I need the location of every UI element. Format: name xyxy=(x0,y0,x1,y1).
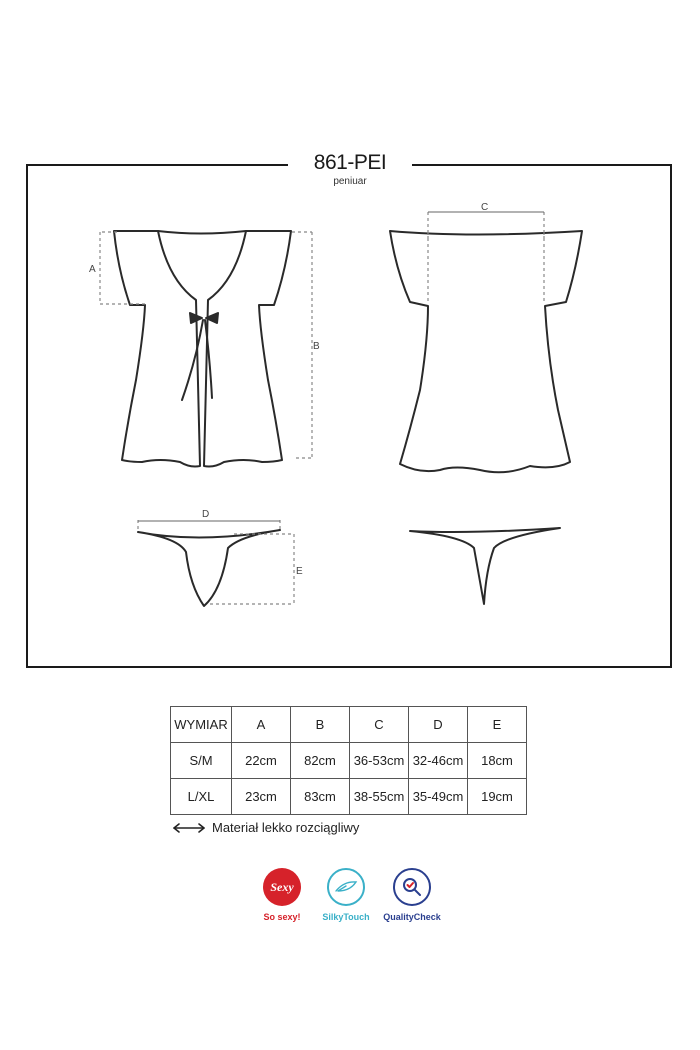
magnifier-check-icon xyxy=(393,868,431,906)
table-header-cell: WYMIAR xyxy=(171,707,232,743)
badge-quality-check xyxy=(382,868,442,922)
stretch-note xyxy=(172,820,359,835)
feather-icon xyxy=(327,868,365,906)
table-header-row xyxy=(171,707,527,743)
table-cell: 82cm xyxy=(291,743,350,779)
product-type: peniuar xyxy=(333,176,367,187)
product-code: 861-PEI xyxy=(313,151,387,174)
size-table xyxy=(170,706,527,815)
table-cell: S/M xyxy=(171,743,232,779)
table-cell: 23cm xyxy=(232,779,291,815)
badge-label: QualityCheck xyxy=(383,912,441,922)
double-arrow-icon xyxy=(172,822,206,834)
dim-label-a: A xyxy=(89,264,96,275)
dim-label-b: B xyxy=(313,341,320,352)
table-header-cell: E xyxy=(468,707,527,743)
bow xyxy=(190,313,218,323)
table-header-cell: B xyxy=(291,707,350,743)
table-cell: 38-55cm xyxy=(350,779,409,815)
robe-back-outline xyxy=(390,231,582,472)
table-cell: L/XL xyxy=(171,779,232,815)
table-row xyxy=(171,779,527,815)
sexy-lips-icon: Sexy xyxy=(263,868,301,906)
badge-label: So sexy! xyxy=(263,912,301,922)
badge-silky-touch xyxy=(316,868,376,922)
table-row xyxy=(171,743,527,779)
dim-label-e: E xyxy=(296,566,303,577)
table-cell: 35-49cm xyxy=(409,779,468,815)
badge-label: SilkyTouch xyxy=(322,912,370,922)
table-cell: 32-46cm xyxy=(409,743,468,779)
table-header-cell: C xyxy=(350,707,409,743)
table-cell: 83cm xyxy=(291,779,350,815)
table-cell: 22cm xyxy=(232,743,291,779)
stretch-note-text: Materiał lekko rozciągliwy xyxy=(212,820,360,835)
table-cell: 36-53cm xyxy=(350,743,409,779)
table-header-cell: A xyxy=(232,707,291,743)
robe-front-outline xyxy=(114,231,200,467)
badges-row xyxy=(252,868,452,932)
table-header-cell: D xyxy=(409,707,468,743)
badge-so-sexy xyxy=(252,868,312,922)
robe-front-outline-right xyxy=(204,231,291,467)
dim-label-d: D xyxy=(202,509,210,520)
table-cell: 19cm xyxy=(468,779,527,815)
thong-front-outline xyxy=(138,530,280,606)
thong-back-outline xyxy=(410,528,560,604)
dim-label-c: C xyxy=(481,202,489,213)
table-cell: 18cm xyxy=(468,743,527,779)
